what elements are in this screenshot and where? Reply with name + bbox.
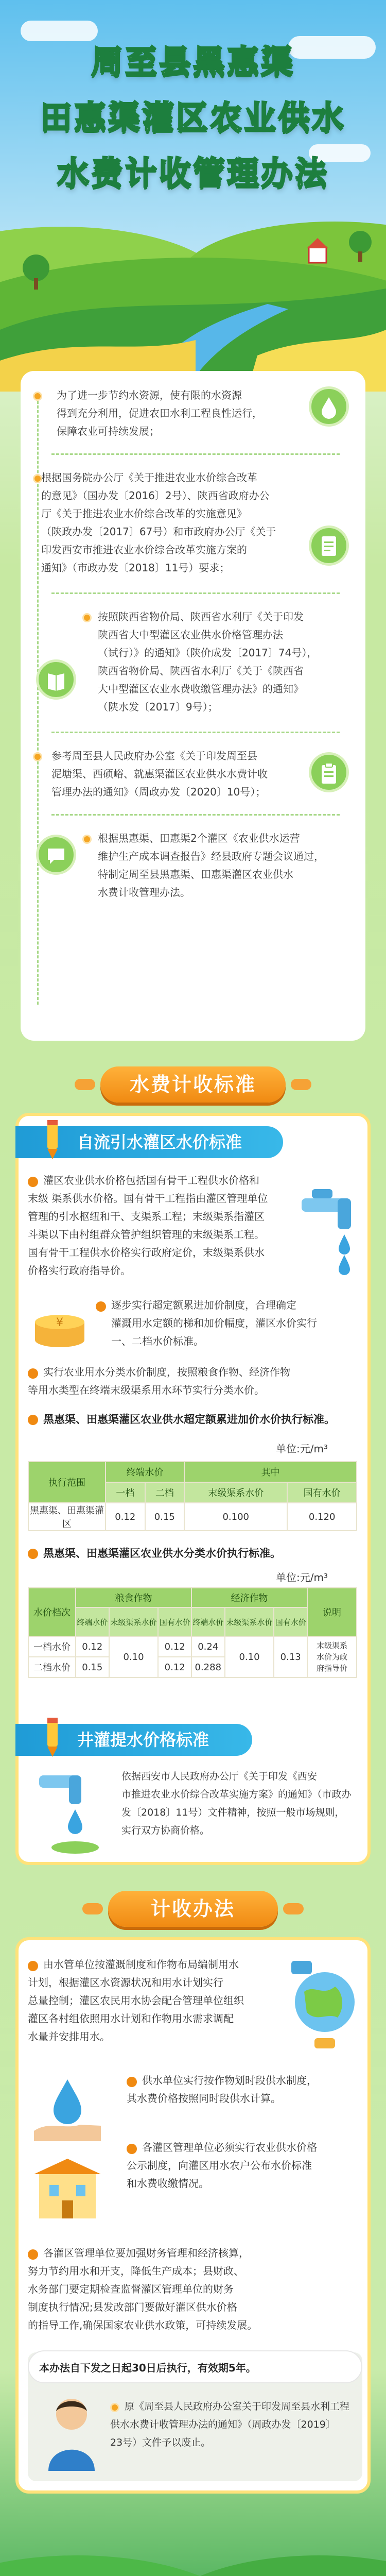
table-cell: 0.10	[109, 1636, 159, 1677]
table-note-cell	[307, 1636, 357, 1677]
subsection-gravity-title	[15, 1126, 283, 1158]
decor-pill	[75, 1079, 95, 1090]
notice-bar	[28, 2350, 362, 2383]
book-icon	[36, 659, 76, 700]
paragraph-line: 灌区各村组依照用水计划和作物用水需求调配	[28, 2012, 234, 2025]
clipboard-icon	[309, 752, 349, 792]
policy-line: 保障农业可持续发展；	[57, 425, 160, 437]
chat-icon	[36, 835, 76, 875]
table-subheader: 国有水价	[274, 1607, 307, 1636]
table-cell: 0.12	[106, 1503, 145, 1531]
subsection-title: 自流引水灌区水价标准	[77, 1132, 242, 1152]
decor-pill	[283, 1903, 304, 1914]
water-drop-icon	[309, 386, 349, 427]
paragraph-line: 各灌区管理单位必须实行农业供水价格	[142, 2141, 317, 2154]
table-header: 经济作物	[191, 1588, 307, 1607]
paragraph-line: 一、二档水价标准。	[111, 1335, 204, 1347]
table-cell: 0.15	[76, 1657, 109, 1677]
table-subheader: 国有水价	[158, 1607, 191, 1636]
paragraph-line: 公示制度，向灌区用水农户公布水价标准	[127, 2159, 312, 2172]
notice-headline: 本办法自下发之日起30日后执行，有效期5年。	[39, 2362, 256, 2374]
table-subheader: 末级渠系水价	[184, 1482, 287, 1503]
table-header: 说明	[307, 1588, 357, 1636]
policy-line: 泥塘渠、西硕峪、就惠渠灌区农业供水水费计收	[51, 768, 268, 780]
divider	[51, 732, 340, 733]
policy-line: 维护生产成本调查报告》经县政府专题会议通过，	[98, 850, 324, 862]
paragraph-line: 由水管单位按灌溉制度和作物布局编制用水	[43, 1958, 239, 1971]
policy-line: 印发西安市推进农业水价综合改革实施方案的	[41, 544, 247, 556]
bullet-dot	[33, 752, 42, 761]
number-dot	[96, 1301, 106, 1312]
unit-label: 单位:元/m³	[276, 1571, 328, 1584]
table-caption: 黑惠渠、田惠渠灌区农业供水分类水价执行标准。	[43, 1547, 281, 1560]
note-line: 府指导价	[316, 1664, 347, 1673]
table-cell: 0.12	[158, 1636, 191, 1657]
decor-pill	[82, 1903, 103, 1914]
policy-line: 根据国务院办公厅《关于推进农业水价综合改革	[41, 471, 257, 484]
building-icon	[29, 2157, 106, 2224]
person-icon	[38, 2394, 105, 2476]
policy-line: （陕水发〔2017〕9号）；	[98, 701, 218, 713]
paragraph-line: 计划，根据灌区水资源状况和用水计划实行	[28, 1976, 223, 1989]
number-dot	[28, 2249, 38, 2260]
paragraph-line: 供水水费计收管理办法的通知》（周政办发〔2019〕	[110, 2419, 336, 2430]
tiered-price-table	[28, 1461, 357, 1531]
paragraph-line: 供水单位实行按作物划时段供水制度，	[142, 2074, 317, 2087]
number-dot	[127, 2077, 137, 2087]
table-cell: 0.12	[158, 1657, 191, 1677]
hand-water-icon	[29, 2069, 106, 2146]
paragraph-line: 等用水类型在终端末级渠系用水环节实行分类水价。	[28, 1384, 265, 1396]
document-icon	[309, 526, 349, 566]
table-subheader: 二档	[145, 1482, 185, 1503]
paragraph-line: 和水费收缴情况。	[127, 2177, 209, 2190]
policy-line: 特制定周至县黑惠渠、田惠渠灌区农业供水	[98, 868, 293, 880]
coin-icon	[29, 1291, 91, 1353]
paragraph-line: 逐步实行超定额累进加价制度，合理确定	[111, 1299, 296, 1311]
paragraph-line: 市推进农业水价综合改革实施方案》的通知》（市政办	[121, 1789, 352, 1800]
svg-text:¥: ¥	[56, 1316, 63, 1329]
faucet-icon	[296, 1188, 369, 1276]
footer-landscape	[0, 2524, 386, 2576]
table-header: 粮食作物	[76, 1588, 191, 1607]
title-line-2: 田惠渠灌区农业供水	[40, 98, 346, 136]
table-cell: 0.24	[191, 1636, 225, 1657]
note-line: 末级渠系	[316, 1641, 347, 1650]
policy-line: （试行）》的通知》（陕价成发〔2017〕74号），	[98, 647, 318, 659]
paragraph-line: 发〔2018〕11号）文件精神，按照一般市场规则，	[121, 1807, 345, 1818]
pen-icon	[36, 1716, 69, 1759]
divider	[51, 814, 340, 816]
divider	[51, 453, 340, 455]
table-header: 水价档次	[28, 1588, 76, 1636]
paragraph-line: 价格实行政府指导价。	[28, 1264, 131, 1277]
title-line-1: 周至县黑惠渠	[91, 43, 295, 80]
table-subheader: 终端水价	[76, 1607, 109, 1636]
policy-line: 为了进一步节约水资源，使有限的水资源	[57, 389, 242, 401]
policy-line: 通知》（市政办发〔2018〕11号）要求；	[41, 562, 230, 574]
table-cell: 0.12	[76, 1636, 109, 1657]
policy-line: 陕西省大中型灌区农业供水价格管理办法	[98, 629, 283, 641]
table-cell: 0.15	[145, 1503, 185, 1531]
policy-line: 参考周至县人民政府办公室《关于印发周至县	[51, 750, 257, 762]
table-caption: 黑惠渠、田惠渠灌区农业供水超定额累进加价水价执行标准。	[43, 1413, 335, 1426]
table-subheader: 末级渠系水价	[109, 1607, 159, 1636]
unit-label: 单位:元/m³	[276, 1443, 328, 1455]
paragraph-line: 斗渠以下由村组群众管护组织管理的末级渠系工程。	[28, 1228, 265, 1241]
paragraph-line: 水量并安排用水。	[28, 2030, 110, 2043]
table-cell: 0.288	[191, 1657, 225, 1677]
table-cell: 黑惠渠、田惠渠灌区	[28, 1503, 106, 1531]
paragraph-line: 各灌区管理单位要加强财务管理和经济核算，	[43, 2247, 249, 2259]
bullet-dot	[82, 835, 92, 844]
table-subheader: 末级渠系水价	[225, 1607, 274, 1636]
paragraph-line: 水务部门要定期检查监督灌区管理单位的财务	[28, 2283, 234, 2295]
paragraph-line: 灌区农业供水价格包括国有骨干工程供水价格和	[43, 1174, 259, 1187]
table-header: 终端水价	[106, 1462, 184, 1482]
policy-line: 水费计收管理办法。	[98, 886, 190, 899]
section-header-method	[108, 1891, 278, 1927]
policy-basis-card	[21, 371, 365, 1041]
paragraph-line: 灌溉用水定额的梯和加价幅度，灌区水价实行	[111, 1317, 317, 1329]
note-line: 水价为政	[316, 1652, 347, 1662]
number-dot	[28, 1549, 38, 1559]
table-cell: 0.120	[287, 1503, 357, 1531]
divider	[51, 592, 340, 594]
standard-card	[15, 1113, 371, 1865]
paragraph-line: 其水费价格按照同时段供水计算。	[127, 2092, 281, 2105]
table-header: 执行范围	[28, 1462, 106, 1503]
paragraph-line: 的指导工作,确保国家农业供水政策，可持续发展。	[28, 2319, 258, 2331]
policy-line: 得到充分利用，促进农田水利工程良性运行，	[57, 407, 262, 419]
paragraph-line: 制度执行情况;县发改部门要做好灌区供水价格	[28, 2301, 237, 2313]
paragraph-line: 国有骨干工程供水价格实行政府定价，末级渠系供水	[28, 1246, 265, 1259]
policy-line: （陕政办发〔2017〕67号）和市政府办公厅《关于	[41, 526, 276, 538]
table-header: 其中	[184, 1462, 357, 1482]
paragraph-line: 努力节约用水和开支，降低生产成本；县财政、	[28, 2265, 244, 2277]
policy-line: 根据黑惠渠、田惠渠2个灌区《农业供水运营	[98, 832, 300, 844]
table-subheader: 终端水价	[191, 1607, 225, 1636]
paragraph-line: 实行农业用水分类水价制度，按照粮食作物、经济作物	[43, 1366, 290, 1378]
table-cell: 二档水价	[28, 1657, 76, 1677]
paragraph-line: 总量控制；灌区农民用水协会配合管理单位组织	[28, 1994, 244, 2007]
hero-banner	[0, 0, 386, 392]
pen-icon	[36, 1118, 69, 1161]
table-row	[28, 1636, 357, 1657]
policy-line: 厅《关于推进农业水价综合改革的实施意见》	[41, 507, 247, 520]
section-header-standard	[100, 1066, 286, 1103]
table-row	[28, 1503, 357, 1531]
watering-globe-icon	[286, 1956, 363, 2054]
policy-line: 管理办法的通知》（周政办发〔2020〕10号）；	[51, 786, 266, 798]
table-cell: 一档水价	[28, 1636, 76, 1657]
number-dot	[28, 1415, 38, 1425]
title-line-3: 水费计收管理办法	[57, 154, 329, 192]
subsection-well-title	[15, 1724, 252, 1756]
subsection-title: 井灌提水价格标准	[77, 1730, 209, 1750]
table-cell: 0.13	[274, 1636, 307, 1677]
paragraph-line: 实行双方协商价格。	[121, 1825, 210, 1836]
timeline-line	[37, 392, 39, 1005]
category-price-table	[28, 1587, 357, 1678]
paragraph-line: 23号）文件予以废止。	[110, 2437, 211, 2448]
policy-line: 陕西省物价局、陕西省水利厅《关于《陕西省	[98, 665, 304, 677]
policy-line: 的意见》（国办发〔2016〕2号）、陕西省政府办公	[41, 489, 270, 502]
decor-pill	[291, 1079, 311, 1090]
table-subheader: 一档	[106, 1482, 145, 1503]
paragraph-line: 依据西安市人民政府办公厅《关于印发《西安	[121, 1771, 318, 1782]
policy-line: 大中型灌区农业水费收缴管理办法》的通知》	[98, 683, 304, 695]
notice-box	[28, 2352, 362, 2481]
number-dot	[28, 1961, 38, 1971]
number-dot	[28, 1368, 38, 1379]
paragraph-line: 末级 渠系供水价格。国有骨干工程指由灌区管理单位	[28, 1192, 268, 1205]
section-title: 水费计收标准	[129, 1073, 256, 1096]
number-dot	[127, 2144, 137, 2154]
table-cell: 0.10	[225, 1636, 274, 1677]
policy-line: 按照陕西省物价局、陕西省水利厅《关于印发	[98, 611, 304, 623]
paragraph-line: 原《周至县人民政府办公室关于印发周至县水利工程	[125, 2401, 350, 2412]
bullet-dot	[82, 613, 92, 622]
table-cell: 0.100	[184, 1503, 287, 1531]
paragraph-line: 管理的引水枢纽和干、支渠系工程；末级渠系指灌区	[28, 1210, 265, 1223]
number-dot	[28, 1177, 38, 1187]
method-card	[15, 1937, 371, 2494]
bullet-dot	[110, 2403, 119, 2412]
tap-water-icon	[29, 1770, 106, 1858]
table-subheader: 国有水价	[287, 1482, 357, 1503]
section-title: 计收办法	[150, 1897, 235, 1920]
bullet-dot	[33, 392, 42, 401]
